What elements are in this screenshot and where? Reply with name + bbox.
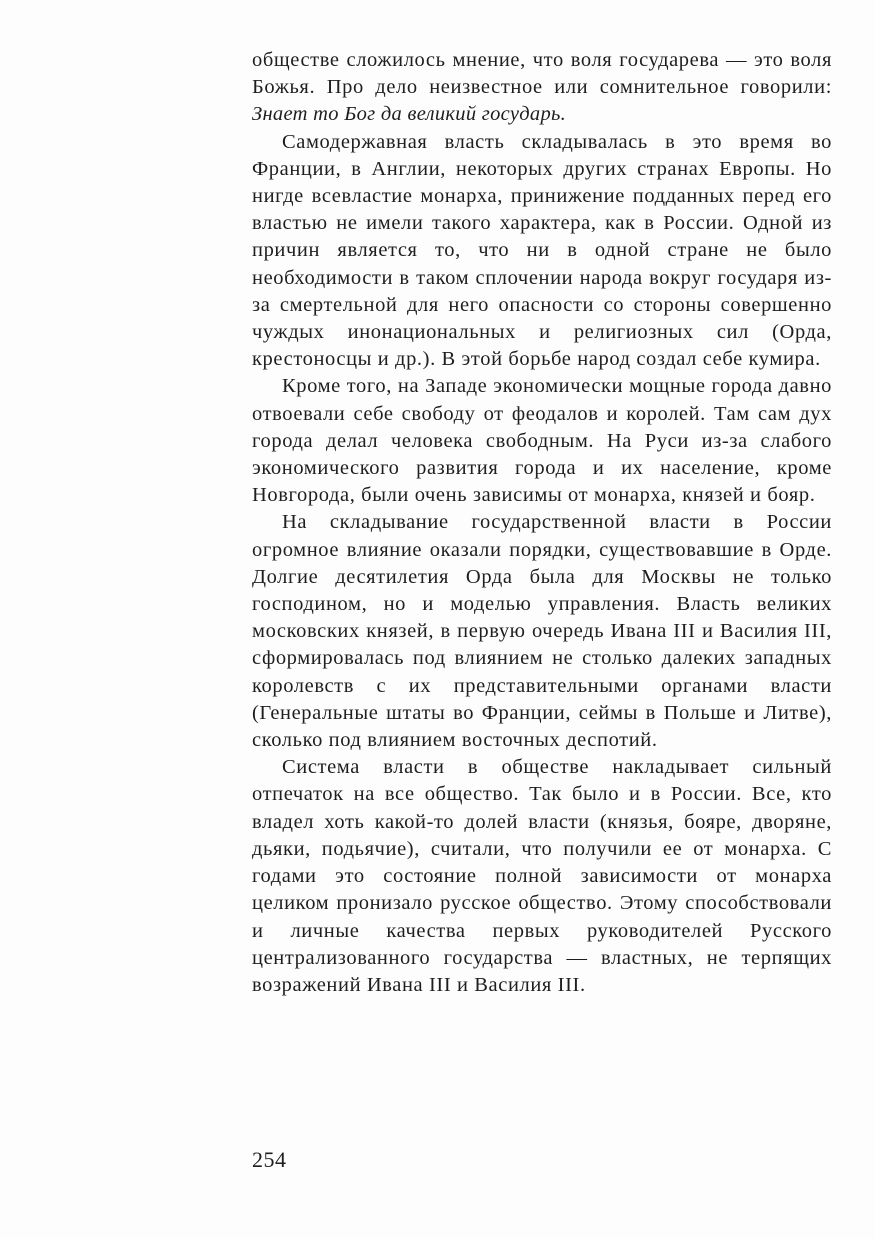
paragraph-3 [252, 373, 832, 509]
page-number: 254 [252, 1147, 287, 1172]
paragraph-1 [252, 47, 832, 129]
paragraph-3-text: Кроме того, на Западе экономически мощные города давно отвоевали себе свободу от феодалов и королей. Там сам дух города делал человека свободным. На Руси из-за слабого экономического развития города и их население, кроме Новгорода, были очень зависимы от монарха, князей и бояр. [252, 375, 832, 507]
paragraph-4 [252, 509, 832, 754]
paragraph-2-text: Самодержавная власть складывалась в это время во Франции, в Англии, некоторых других странах Европы. Но нигде всевластие монарха, принижение подданных перед его властью не имели такого характера, как в России. Одной из причин является то, что ни в одной стране не было необходимости в таком сплочении народа вокруг государя из-за смертельной для него опасности со стороны совершенно чуждых инонациональных и религиозных сил (Орда, крестоносцы и др.). В этой борьбе народ создал себе кумира. [252, 130, 832, 371]
paragraph-2 [252, 129, 832, 374]
paragraph-5-text: Система власти в обществе накладывает сильный отпечаток на все общество. Так было и в России. Все, кто владел хоть какой-то долей власти (князья, бояре, дворяне, дьяки, подьячие), считали, что получили ее от монарха. С годами это состояние полной зависимости от монарха целиком пронизало русское общество. Этому способствовали и личные качества первых руководителей Русского централизованного государства — властных, не терпящих возражений Ивана III и Василия III. [252, 756, 832, 996]
paragraph-4-text: На складывание государственной власти в России огромное влияние оказали порядки, существовавшие в Орде. Долгие десятилетия Орда была для Москвы не только господином, но и моделью управления. Власть великих московских князей, в первую очередь Ивана III и Василия III, сформировалась под влиянием не столько далеких западных королевств с их представительными органами власти (Генеральные штаты во Франции, сеймы в Польше и Литве), сколько под влиянием восточных деспотий. [252, 511, 832, 752]
paragraph-1-text: обществе сложилось мнение, что воля государева — это воля Божья. Про дело неизвестное или сомнительное говорили: [252, 49, 832, 99]
paragraph-5 [252, 754, 832, 999]
body-text [252, 47, 832, 999]
paragraph-1-italic-quote: Знает то Бог да великий государь. [252, 103, 567, 126]
